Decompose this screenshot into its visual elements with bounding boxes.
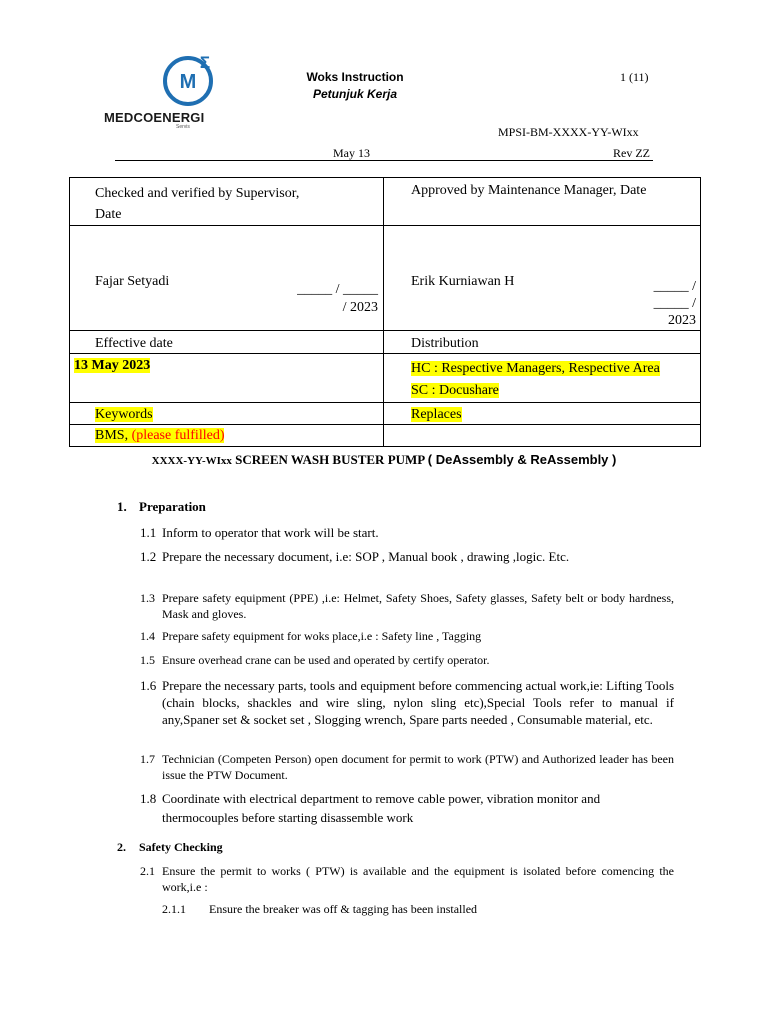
supervisor-date-line1: _____ / _____ [297,282,378,297]
document-type-title: Woks Instruction [306,70,404,84]
checked-label-cell [70,178,384,226]
approval-table [69,177,701,447]
document-title-code: XXXX-YY-WIxx [151,455,232,467]
supervisor-date-line2: / 2023 [342,300,378,315]
document-title-suffix: ( DeAssembly & ReAssembly ) [427,452,617,467]
keywords-value-cell [70,425,384,447]
medcoenergi-logo-icon [100,52,220,112]
effective-date-value: 13 May 2023 [74,358,151,373]
effective-label-cell [70,331,384,354]
replaces-label: Replaces [411,407,462,422]
document-type-subtitle: Petunjuk Kerja [312,87,398,101]
effective-value-cell [70,354,384,403]
keywords-note: (please fulfilled) [131,428,225,443]
checked-label: Checked and verified by Supervisor, [95,186,300,201]
document-code: MPSI-BM-XXXX-YY-WIxx [498,125,639,139]
company-name: MEDCOENERGI [104,110,205,125]
item-number: 1.2 [140,549,157,564]
page-number: 1 (11) [620,70,649,84]
item-text: Technician (Competen Person) open document for permit to work (PTW) and Authorized leader has been issue the PTW Document. [162,752,674,782]
section-1-number: 1. [117,499,127,514]
item-text: Inform to operator that work will be start. [162,525,379,540]
item-text: Ensure the permit to works ( PTW) is available and the equipment is isolated before comencing the work,i.e : [162,864,674,894]
document-title-name: SCREEN WASH BUSTER PUMP [235,452,425,467]
supervisor-sign-cell [70,226,384,331]
distribution-hc: HC : Respective Managers, Respective Area [411,361,660,376]
manager-date-line3: 2023 [668,313,696,328]
section-2-title: Safety Checking [139,840,223,854]
item-number: 2.1.1 [162,902,186,916]
item-text: Ensure overhead crane can be used and operated by certify operator. [162,653,490,667]
supervisor-name: Fajar Setyadi [95,274,170,289]
document-title [0,452,768,468]
item-number: 1.5 [140,653,155,667]
header-divider [115,160,653,161]
item-text: Ensure the breaker was off & tagging has been installed [209,902,478,916]
manager-date-line1: _____ / [653,279,696,294]
replaces-value-cell [384,425,701,447]
item-text: Prepare the necessary parts, tools and equipment before commencing actual work,ie: Lifting Tools (chain blocks, shackles and wire sling, nylon sling etc),Special Tools refer to manual if any,Spaner set & socket set , Slogging wrench, Spare parts needed , Consumable material, etc. [162,678,674,727]
logo-sigma: Σ [199,53,211,72]
item-number: 2.1 [140,864,155,878]
item-number: 1.6 [140,678,157,693]
keywords-label: Keywords [95,407,153,422]
manager-name: Erik Kurniawan H [411,274,515,289]
replaces-label-cell [384,403,701,425]
header-revision: Rev ZZ [613,146,650,160]
item-number: 1.7 [140,752,155,766]
item-text: Prepare safety equipment for woks place,i.e : Safety line , Tagging [162,629,482,643]
checked-label-date: Date [95,207,122,222]
distribution-label-cell [384,331,701,354]
item-text: Prepare safety equipment (PPE) ,i.e: Helmet, Safety Shoes, Safety glasses, Safety belt or body hardness, Mask and gloves. [162,591,674,621]
header-date: May 13 [333,146,370,160]
approved-label-cell [384,178,701,226]
item-number: 1.1 [140,525,157,540]
keywords-value: BMS, [95,428,129,443]
manager-date [654,278,696,329]
item-text: Coordinate with electrical department to remove cable power, vibration monitor and thermocouples before starting disassemble work [162,791,601,825]
distribution-label: Distribution [411,336,479,351]
effective-date-label: Effective date [95,336,173,351]
manager-date-line2: _____ / [653,296,696,311]
item-number: 1.3 [140,591,155,605]
item-number: 1.8 [140,791,157,806]
distribution-sc: SC : Docushare [411,383,499,398]
manager-sign-cell [384,226,701,331]
item-number: 1.4 [140,629,155,643]
distribution-value-cell [384,354,701,403]
section-1-title: Preparation [139,499,206,514]
section-2-number: 2. [117,840,126,854]
logo-letter: M [179,71,197,93]
supervisor-date [297,281,378,317]
keywords-label-cell [70,403,384,425]
approved-label: Approved by Maintenance Manager, Date [411,183,647,198]
item-text: Prepare the necessary document, i.e: SOP , Manual book , drawing ,logic. Etc. [162,549,570,564]
company-subname: Servis [176,124,190,130]
